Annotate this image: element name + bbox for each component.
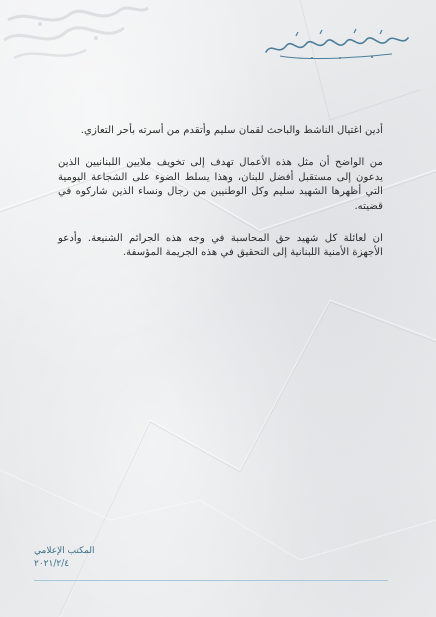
corner-watermark-logo bbox=[0, 0, 150, 70]
footer-divider bbox=[34, 580, 388, 581]
statement-body bbox=[58, 124, 383, 279]
signature-logo bbox=[262, 28, 412, 62]
media-office-label: المكتب الإعلامي bbox=[34, 546, 95, 556]
paragraph-condolence: أدين اغتيال الناشط والباحث لقمان سليم وأتقدم من أسرته بأحر التعازي. bbox=[80, 125, 383, 136]
paragraph-intimidation: من الواضح أن مثل هذه الأعمال تهدف إلى تخويف ملايين اللبنانيين الذين يدعون إلى مستقبل أفضل للبنان، وهذا يسلط الضوء على الشجاعة اليومية التي أظهرها الشهيد سليم وكل الوطنيين من رجال ونساء الذين شاركوه في قضيته. bbox=[58, 157, 383, 212]
footer-block bbox=[34, 545, 95, 571]
statement-date: ٢٠٢١/٢/٤ bbox=[34, 559, 70, 569]
paragraph-accountability: ان لعائلة كل شهيد حق المحاسبة في وجه هذه الجرائم الشنيعة. وأدعو الأجهزة الأمنية اللبنانية إلى التحقيق في هذه الجريمة المؤسفة. bbox=[58, 233, 383, 259]
